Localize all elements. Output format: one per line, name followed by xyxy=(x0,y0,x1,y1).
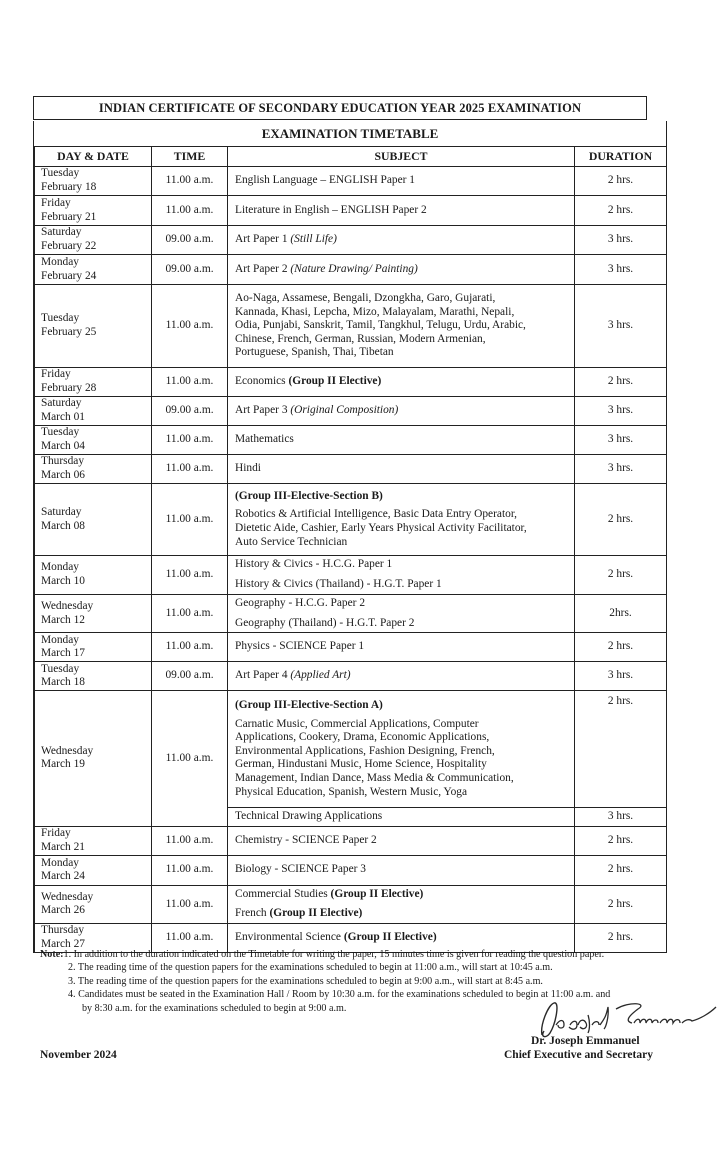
subject-cell xyxy=(228,255,575,285)
subject-line: History & Civics (Thailand) - H.G.T. Paper 1 xyxy=(235,578,442,590)
day-date-cell xyxy=(35,595,152,633)
day-date-cell xyxy=(35,556,152,595)
time-cell: 09.00 a.m. xyxy=(152,255,228,285)
subject-text: French xyxy=(235,907,270,920)
duration-cell: 3 hrs. xyxy=(575,226,667,255)
subject-cell: Literature in English – ENGLISH Paper 2 xyxy=(228,196,575,226)
day-text: Tuesday xyxy=(41,312,80,325)
duration-cell: 2 hrs. xyxy=(575,633,667,662)
duration-cell: 3 hrs. xyxy=(575,426,667,455)
note-item: 2. The reading time of the question papers for the examinations scheduled to begin at 11:00 a.m., will start at 10:45 a.m. xyxy=(68,962,553,974)
duration-cell: 2 hrs. xyxy=(575,167,667,196)
note-item: 4. Candidates must be seated in the Examination Hall / Room by 10:30 a.m. for the examinations scheduled to begin at 11:00 a.m. and xyxy=(68,989,611,1001)
table-row xyxy=(35,484,667,556)
time-cell: 11.00 a.m. xyxy=(152,484,228,556)
subject-cell: English Language – ENGLISH Paper 1 xyxy=(228,167,575,196)
day-date-cell xyxy=(35,255,152,285)
subject-cell: Hindi xyxy=(228,455,575,484)
duration-cell: 2 hrs. xyxy=(575,923,667,952)
day-date-cell xyxy=(35,285,152,368)
day-text: Thursday xyxy=(41,924,85,937)
subject-cell: Biology - SCIENCE Paper 3 xyxy=(228,855,575,885)
day-text: Monday xyxy=(41,561,79,574)
date-text: February 22 xyxy=(41,240,97,252)
day-date-cell xyxy=(35,826,152,855)
day-date-cell xyxy=(35,196,152,226)
table-row xyxy=(35,397,667,426)
date-text: February 18 xyxy=(41,181,97,193)
subject-line: Environmental Applications, Fashion Designing, French, xyxy=(235,744,495,757)
header-subject: SUBJECT xyxy=(228,147,575,167)
table-row xyxy=(35,633,667,662)
duration-cell: 3 hrs. xyxy=(575,808,667,827)
table-row xyxy=(35,855,667,885)
table-row xyxy=(35,226,667,255)
note-label: Note: xyxy=(40,949,64,960)
table-row xyxy=(35,595,667,633)
time-cell: 11.00 a.m. xyxy=(152,826,228,855)
subject-italic-text: (Still Life) xyxy=(290,233,337,246)
subject-cell: Physics - SCIENCE Paper 1 xyxy=(228,633,575,662)
timetable-table xyxy=(34,146,667,953)
table-row xyxy=(35,885,667,923)
subject-text: Economics xyxy=(235,375,289,388)
subject-line: Management, Indian Dance, Mass Media & Communication, xyxy=(235,772,514,785)
subject-bold-text: (Group II Elective) xyxy=(343,931,437,944)
date-text: March 12 xyxy=(41,613,85,626)
day-date-cell xyxy=(35,633,152,662)
day-text: Saturday xyxy=(41,505,82,518)
duration-cell: 2 hrs. xyxy=(575,855,667,885)
date-text: March 06 xyxy=(41,469,85,481)
table-row xyxy=(35,426,667,455)
day-text: Tuesday xyxy=(41,167,80,180)
subject-cell xyxy=(228,484,575,556)
date-text: March 17 xyxy=(41,647,85,660)
subject-group-header: (Group III-Elective-Section B) xyxy=(235,489,383,502)
subject-group-header: (Group III-Elective-Section A) xyxy=(235,699,383,712)
subject-line xyxy=(235,907,569,921)
day-text: Wednesday xyxy=(41,890,94,903)
subject-italic-text: (Nature Drawing/ Painting) xyxy=(290,262,418,275)
day-date-cell xyxy=(35,167,152,196)
issue-date: November 2024 xyxy=(40,1049,117,1061)
table-row xyxy=(35,691,667,808)
day-date-cell xyxy=(35,455,152,484)
duration-cell: 3 hrs. xyxy=(575,662,667,691)
subject-cell: Chemistry - SCIENCE Paper 2 xyxy=(228,826,575,855)
time-cell: 09.00 a.m. xyxy=(152,397,228,426)
date-text: February 21 xyxy=(41,210,97,223)
time-cell: 11.00 a.m. xyxy=(152,633,228,662)
table-row xyxy=(35,826,667,855)
subject-italic-text: (Original Composition) xyxy=(290,404,399,417)
subject-line: Carnatic Music, Commercial Applications, Computer xyxy=(235,717,479,730)
subject-cell xyxy=(228,556,575,595)
day-text: Monday xyxy=(41,856,79,869)
time-cell: 11.00 a.m. xyxy=(152,885,228,923)
subject-line: Geography - H.C.G. Paper 2 xyxy=(235,597,366,609)
day-date-cell xyxy=(35,368,152,397)
day-date-cell xyxy=(35,484,152,556)
day-date-cell xyxy=(35,855,152,885)
duration-cell: 2 hrs. xyxy=(575,196,667,226)
duration-cell: 2 hrs. xyxy=(575,484,667,556)
table-header-row xyxy=(35,147,667,167)
date-text: March 19 xyxy=(41,758,85,771)
subject-italic-text: (Applied Art) xyxy=(290,669,351,682)
subject-line xyxy=(235,888,569,902)
date-text: March 26 xyxy=(41,904,85,917)
duration-cell: 2 hrs. xyxy=(575,368,667,397)
day-text: Monday xyxy=(41,255,79,268)
subject-bold-text: (Group II Elective) xyxy=(269,907,363,920)
date-text: March 21 xyxy=(41,840,85,853)
subject-line: Geography (Thailand) - H.G.T. Paper 2 xyxy=(235,616,415,629)
time-cell: 11.00 a.m. xyxy=(152,426,228,455)
signatory-name: Dr. Joseph Emmanuel xyxy=(531,1035,640,1047)
duration-cell: 2 hrs. xyxy=(575,556,667,595)
day-date-cell xyxy=(35,226,152,255)
table-row xyxy=(35,167,667,196)
subject-cell xyxy=(228,595,575,633)
day-date-cell xyxy=(35,691,152,827)
subject-text: Commercial Studies xyxy=(235,887,331,900)
subject-line: Odia, Punjabi, Sanskrit, Tamil, Tangkhul, Telugu, Urdu, Arabic, xyxy=(235,319,526,332)
duration-cell: 2 hrs. xyxy=(575,885,667,923)
time-cell: 11.00 a.m. xyxy=(152,167,228,196)
timetable-container xyxy=(33,121,667,953)
signatory-title: Chief Executive and Secretary xyxy=(504,1049,653,1061)
header-duration: DURATION xyxy=(575,147,667,167)
subject-line: Applications, Cookery, Drama, Economic Applications, xyxy=(235,731,490,744)
date-text: February 24 xyxy=(41,269,97,282)
subject-text: Art Paper 1 xyxy=(235,233,291,246)
day-text: Thursday xyxy=(41,455,85,468)
date-text: February 28 xyxy=(41,382,97,394)
day-text: Saturday xyxy=(41,397,82,410)
subject-text: Environmental Science xyxy=(235,931,344,944)
day-date-cell xyxy=(35,662,152,691)
date-text: March 27 xyxy=(41,937,85,950)
note-text: 1. In addition to the duration indicated on the Timetable for writing the paper, 15 minutes time is given for reading the question paper. xyxy=(63,949,605,960)
duration-cell: 3 hrs. xyxy=(575,455,667,484)
subject-line: Auto Service Technician xyxy=(235,535,348,548)
subject-cell xyxy=(228,885,575,923)
day-text: Monday xyxy=(41,633,79,646)
table-row xyxy=(35,556,667,595)
subject-cell xyxy=(228,662,575,691)
date-text: March 18 xyxy=(41,676,85,689)
day-text: Friday xyxy=(41,368,71,381)
day-text: Friday xyxy=(41,827,71,840)
day-text: Wednesday xyxy=(41,744,94,757)
note-item: 3. The reading time of the question papers for the examinations scheduled to begin at 9:00 a.m., will start at 8:45 a.m. xyxy=(68,975,543,987)
duration-cell: 3 hrs. xyxy=(575,255,667,285)
date-text: March 08 xyxy=(41,519,85,532)
time-cell: 11.00 a.m. xyxy=(152,855,228,885)
time-cell: 11.00 a.m. xyxy=(152,196,228,226)
subject-text: Art Paper 4 xyxy=(235,669,291,682)
table-row xyxy=(35,255,667,285)
day-date-cell xyxy=(35,885,152,923)
timetable-heading: EXAMINATION TIMETABLE xyxy=(261,126,439,141)
table-row xyxy=(35,285,667,368)
date-text: March 04 xyxy=(41,440,85,452)
subject-line: Ao-Naga, Assamese, Bengali, Dzongkha, Garo, Gujarati, xyxy=(235,292,496,305)
subject-line: Kannada, Khasi, Lepcha, Mizo, Malayalam, Marathi, Nepali, xyxy=(235,305,515,318)
day-text: Wednesday xyxy=(41,600,94,612)
subject-line: Chinese, French, German, Russian, Modern Armenian, xyxy=(235,332,486,345)
note-item: by 8:30 a.m. for the examinations scheduled to begin at 9:00 a.m. xyxy=(82,1002,347,1014)
duration-cell: 2 hrs. xyxy=(575,826,667,855)
date-text: March 24 xyxy=(41,870,85,883)
time-cell: 09.00 a.m. xyxy=(152,226,228,255)
time-cell: 11.00 a.m. xyxy=(152,285,228,368)
time-cell: 11.00 a.m. xyxy=(152,923,228,952)
note-item xyxy=(40,948,680,961)
subject-text: Art Paper 3 xyxy=(235,404,291,417)
subject-cell: Technical Drawing Applications xyxy=(228,808,575,827)
subject-cell xyxy=(228,691,575,808)
date-text: March 10 xyxy=(41,575,85,587)
day-text: Tuesday xyxy=(41,662,80,675)
subject-line: Dietetic Aide, Cashier, Early Years Physical Activity Facilitator, xyxy=(235,522,527,534)
day-date-cell xyxy=(35,426,152,455)
time-cell: 11.00 a.m. xyxy=(152,691,228,827)
subject-bold-text: (Group II Elective) xyxy=(330,887,424,900)
duration-cell: 3 hrs. xyxy=(575,397,667,426)
subject-line: German, Hindustani Music, Home Science, Hospitality xyxy=(235,758,487,771)
document-title: INDIAN CERTIFICATE OF SECONDARY EDUCATION YEAR 2025 EXAMINATION xyxy=(33,96,647,120)
header-time: TIME xyxy=(152,147,228,167)
time-cell: 09.00 a.m. xyxy=(152,662,228,691)
time-cell: 11.00 a.m. xyxy=(152,595,228,633)
subject-line: History & Civics - H.C.G. Paper 1 xyxy=(235,558,393,571)
date-text: February 25 xyxy=(41,326,97,338)
table-row xyxy=(35,368,667,397)
table-row xyxy=(35,196,667,226)
time-cell: 11.00 a.m. xyxy=(152,368,228,397)
date-text: March 01 xyxy=(41,411,85,423)
subject-text: Art Paper 2 xyxy=(235,262,291,275)
duration-cell: 3 hrs. xyxy=(575,285,667,368)
subject-cell xyxy=(228,397,575,426)
subject-line: Portuguese, Spanish, Thai, Tibetan xyxy=(235,346,394,359)
subject-cell xyxy=(228,226,575,255)
header-day-date: DAY & DATE xyxy=(35,147,152,167)
day-text: Saturday xyxy=(41,226,82,239)
day-text: Friday xyxy=(41,196,71,209)
table-row xyxy=(35,662,667,691)
subject-cell xyxy=(228,368,575,397)
subject-line: Robotics & Artificial Intelligence, Basic Data Entry Operator, xyxy=(235,508,518,521)
duration-cell: 2 hrs. xyxy=(575,691,667,808)
subject-cell xyxy=(228,285,575,368)
subject-line: Physical Education, Spanish, Western Music, Yoga xyxy=(235,785,468,798)
table-row xyxy=(35,455,667,484)
time-cell: 11.00 a.m. xyxy=(152,556,228,595)
subject-cell: Mathematics xyxy=(228,426,575,455)
day-text: Tuesday xyxy=(41,426,80,439)
subject-bold-text: (Group II Elective) xyxy=(288,375,382,388)
duration-cell: 2hrs. xyxy=(575,595,667,633)
day-date-cell xyxy=(35,397,152,426)
time-cell: 11.00 a.m. xyxy=(152,455,228,484)
